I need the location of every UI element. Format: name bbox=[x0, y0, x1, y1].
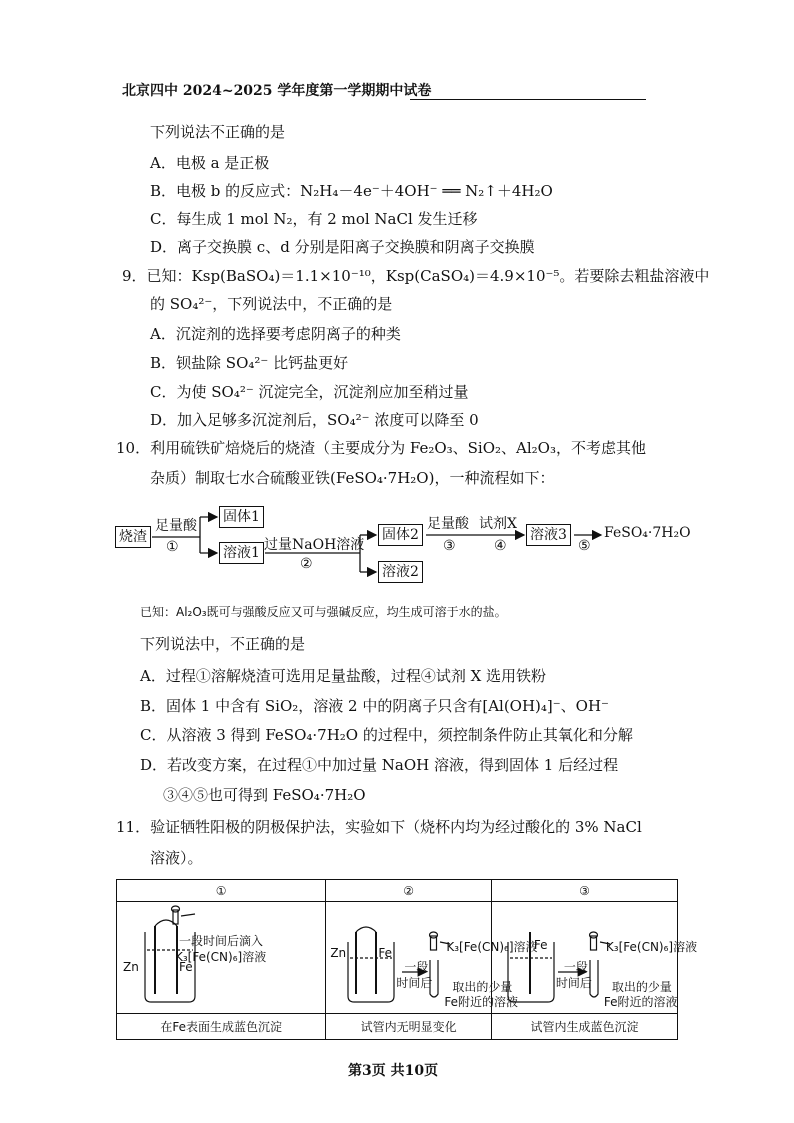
exp2-time1-label: 一段 bbox=[404, 960, 429, 974]
q10-option-a: A．过程①溶解烧渣可选用足量盐酸，过程④试剂 X 选用铁粉 bbox=[140, 667, 547, 685]
flow-start-box: 烧渣 bbox=[115, 526, 151, 548]
exp1-header: ① bbox=[117, 880, 326, 902]
flow-product-label: FeSO₄·7H₂O bbox=[604, 525, 691, 541]
flow-step3-label: ③ bbox=[443, 538, 456, 554]
exp2-fe-label: Fe bbox=[378, 946, 392, 960]
q9-stem-line1: 9．已知：Ksp(BaSO₄)＝1.1×10⁻¹⁰，Ksp(CaSO₄)＝4.9×10⁻⁵。若要除去粗盐溶液中 bbox=[122, 267, 710, 285]
exp3-time2-label: 时间后 bbox=[555, 976, 592, 990]
exp3-time1-label: 一段 bbox=[563, 960, 588, 974]
experiment-table bbox=[116, 879, 698, 1040]
flow-naoh-label: 过量NaOH溶液 bbox=[264, 537, 365, 553]
q10-note: 已知：Al₂O₃既可与强酸反应又可与强碱反应，均生成可溶于水的盐。 bbox=[140, 605, 507, 619]
exp1-diagram-cell bbox=[117, 902, 326, 1014]
exp2-header: ② bbox=[326, 880, 492, 902]
exp3-diagram-cell bbox=[491, 902, 698, 1014]
exp1-fe-label: Fe bbox=[179, 960, 193, 974]
flow-solution3-box: 溶液3 bbox=[526, 524, 571, 546]
q10-option-d-cont: ③④⑤也可得到 FeSO₄·7H₂O bbox=[163, 786, 366, 804]
flow-step1-label: ① bbox=[166, 539, 179, 555]
exp2-take2-label: Fe附近的溶液 bbox=[444, 995, 518, 1009]
flow-acid1-label: 足量酸 bbox=[155, 518, 197, 534]
flow-solution1-box: 溶液1 bbox=[219, 542, 264, 564]
exp3-header: ③ bbox=[491, 880, 677, 902]
exp2-time2-label: 时间后 bbox=[396, 976, 433, 990]
page-header-title: 北京四中 2024~2025 学年度第一学期期中试卷 bbox=[122, 83, 432, 99]
q10-stem: 下列说法中，不正确的是 bbox=[140, 635, 306, 653]
flow-solution2-box: 溶液2 bbox=[378, 561, 423, 583]
exp2-diagram-cell bbox=[326, 902, 538, 1014]
exp2-reagent-label: K₃[Fe(CN)₆]溶液 bbox=[446, 940, 538, 954]
q10-stem-line1: 10．利用硫铁矿焙烧后的烧渣（主要成分为 Fe₂O₃、SiO₂、Al₂O₃，不考虑其他 bbox=[116, 439, 646, 457]
exp2-result: 试管内无明显变化 bbox=[326, 1014, 492, 1040]
exp1-result: 在Fe表面生成蓝色沉淀 bbox=[117, 1014, 326, 1040]
flow-reagent-label: 试剂X bbox=[479, 516, 517, 532]
exp3-take2-label: Fe附近的溶液 bbox=[603, 995, 678, 1009]
q8-option-d: D．离子交换膜 c、d 分别是阳离子交换膜和阴离子交换膜 bbox=[150, 238, 535, 256]
q10-option-d: D．若改变方案，在过程①中加过量 NaOH 溶液，得到固体 1 后经过程 bbox=[140, 756, 619, 774]
q9-option-b: B．钡盐除 SO₄²⁻ 比钙盐更好 bbox=[150, 354, 349, 372]
exp3-result: 试管内生成蓝色沉淀 bbox=[491, 1014, 677, 1040]
flow-acid2-label: 足量酸 bbox=[427, 516, 469, 532]
q8-option-b: B．电极 b 的反应式：N₂H₄－4e⁻＋4OH⁻ ══ N₂↑＋4H₂O bbox=[150, 182, 553, 200]
q9-option-d: D．加入足够多沉淀剂后，SO₄²⁻ 浓度可以降至 0 bbox=[150, 411, 479, 429]
exp1-drop-label: 一段时间后滴入 bbox=[179, 934, 264, 948]
q11-stem-line1: 11．验证牺牲阳极的阴极保护法，实验如下（烧杯内均为经过酸化的 3% NaCl bbox=[116, 818, 642, 836]
q9-option-a: A．沉淀剂的选择要考虑阴离子的种类 bbox=[150, 325, 401, 343]
page-footer: 第3页 共10页 bbox=[348, 1063, 439, 1079]
q11-stem-line2: 溶液）。 bbox=[150, 849, 203, 867]
exp2-take1-label: 取出的少量 bbox=[452, 980, 513, 994]
q10-stem-line2: 杂质）制取七水合硫酸亚铁(FeSO₄·7H₂O)，一种流程如下： bbox=[150, 469, 555, 487]
exp3-reagent-label: K₃[Fe(CN)₆]溶液 bbox=[605, 940, 698, 954]
q8-stem: 下列说法不正确的是 bbox=[150, 123, 286, 141]
q10-option-b: B．固体 1 中含有 SiO₂，溶液 2 中的阴离子只含有[Al(OH)₄]⁻、OH⁻ bbox=[140, 697, 609, 715]
flow-step5-label: ⑤ bbox=[578, 538, 591, 554]
q8-option-a: A．电极 a 是正极 bbox=[150, 154, 270, 172]
flow-step2-label: ② bbox=[300, 556, 313, 572]
q9-option-c: C．为使 SO₄²⁻ 沉淀完全，沉淀剂应加至稍过量 bbox=[150, 383, 469, 401]
flow-solid2-box: 固体2 bbox=[378, 524, 423, 546]
flow-step4-label: ④ bbox=[494, 538, 507, 554]
exp3-fe-label: Fe bbox=[533, 938, 548, 952]
exp3-take1-label: 取出的少量 bbox=[611, 980, 672, 994]
q8-option-c: C．每生成 1 mol N₂，有 2 mol NaCl 发生迁移 bbox=[150, 210, 478, 228]
flow-solid1-box: 固体1 bbox=[219, 506, 264, 528]
q10-option-c: C．从溶液 3 得到 FeSO₄·7H₂O 的过程中，须控制条件防止其氧化和分解 bbox=[140, 726, 633, 744]
exp2-zn-label: Zn bbox=[330, 946, 347, 960]
exp1-zn-label: Zn bbox=[123, 960, 139, 974]
exp1-reagent-label: K₃[Fe(CN)₆]溶液 bbox=[175, 950, 267, 964]
q9-stem-line2: 的 SO₄²⁻，下列说法中，不正确的是 bbox=[150, 295, 393, 313]
